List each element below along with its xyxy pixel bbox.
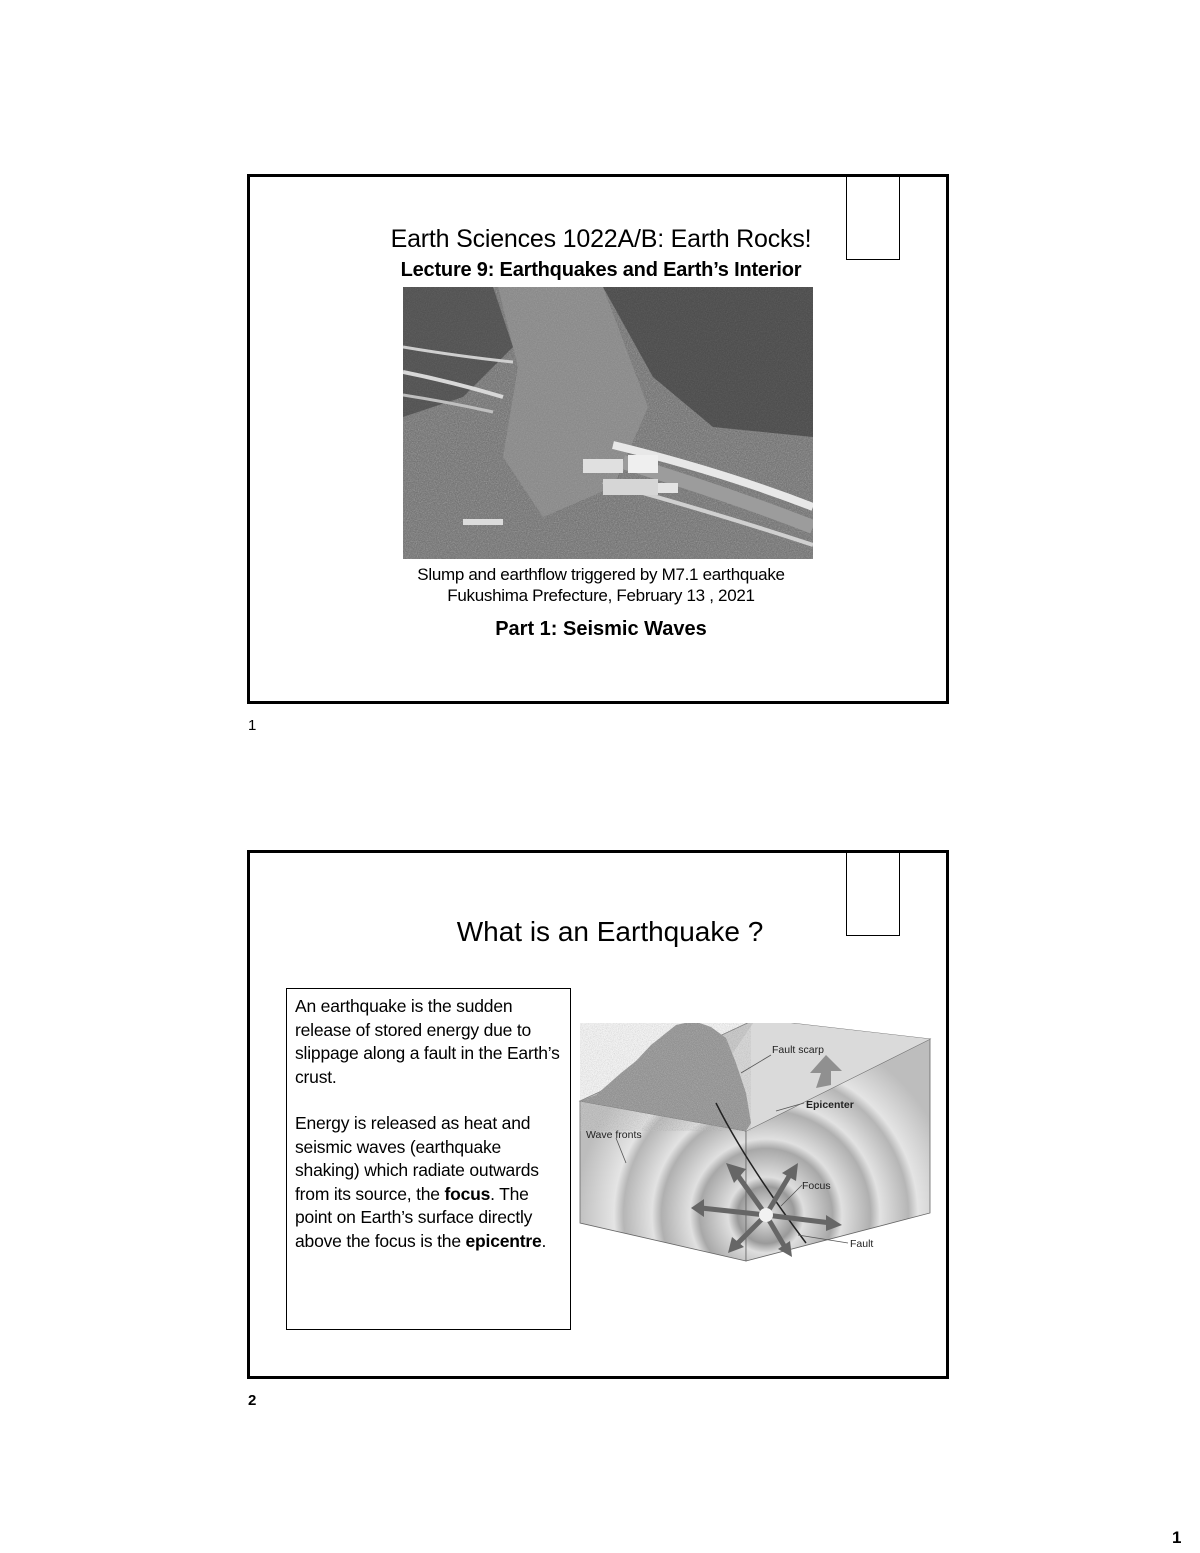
label-focus: Focus xyxy=(802,1180,831,1192)
definition-paragraph: An earthquake is the sudden release of stored energy due to slippage along a fault in the Earth’s crust. xyxy=(295,996,560,1087)
energy-text-b: . The point on Earth’s surface directly above the focus is the xyxy=(295,1183,533,1251)
slide-2 xyxy=(247,850,949,1379)
slide-subtitle: Lecture 9: Earthquakes and Earth’s Interior xyxy=(400,259,802,281)
energy-paragraph xyxy=(295,1112,562,1253)
label-fault: Fault xyxy=(850,1238,874,1250)
landslide-photo xyxy=(403,287,813,559)
focus-term: focus xyxy=(444,1183,491,1204)
slide-1 xyxy=(247,174,949,704)
energy-text-c: . xyxy=(541,1230,547,1251)
slide-number-2: 2 xyxy=(248,1392,257,1409)
slide-title: What is an Earthquake ? xyxy=(456,916,764,947)
page-number: 1 xyxy=(1172,1528,1182,1547)
label-wave-fronts: Wave fronts xyxy=(586,1129,642,1141)
slide-title: Earth Sciences 1022A/B: Earth Rocks! xyxy=(390,225,812,253)
energy-text-a: Energy is released as heat and seismic waves (earthquake shaking) which radiate outwards from its source, the xyxy=(295,1113,539,1204)
part-label: Part 1: Seismic Waves xyxy=(495,618,707,640)
label-fault-scarp: Fault scarp xyxy=(772,1044,824,1056)
earthquake-block-diagram xyxy=(576,1023,936,1263)
epicentre-term: epicentre xyxy=(465,1230,542,1251)
photo-caption-line-2: Fukushima Prefecture, February 13 , 2021 xyxy=(447,586,755,605)
photo-caption-line-1: Slump and earthflow triggered by M7.1 earthquake xyxy=(417,565,785,584)
definition-textbox xyxy=(286,988,571,1330)
label-epicenter: Epicenter xyxy=(806,1099,854,1111)
slide-number-1: 1 xyxy=(248,717,257,734)
